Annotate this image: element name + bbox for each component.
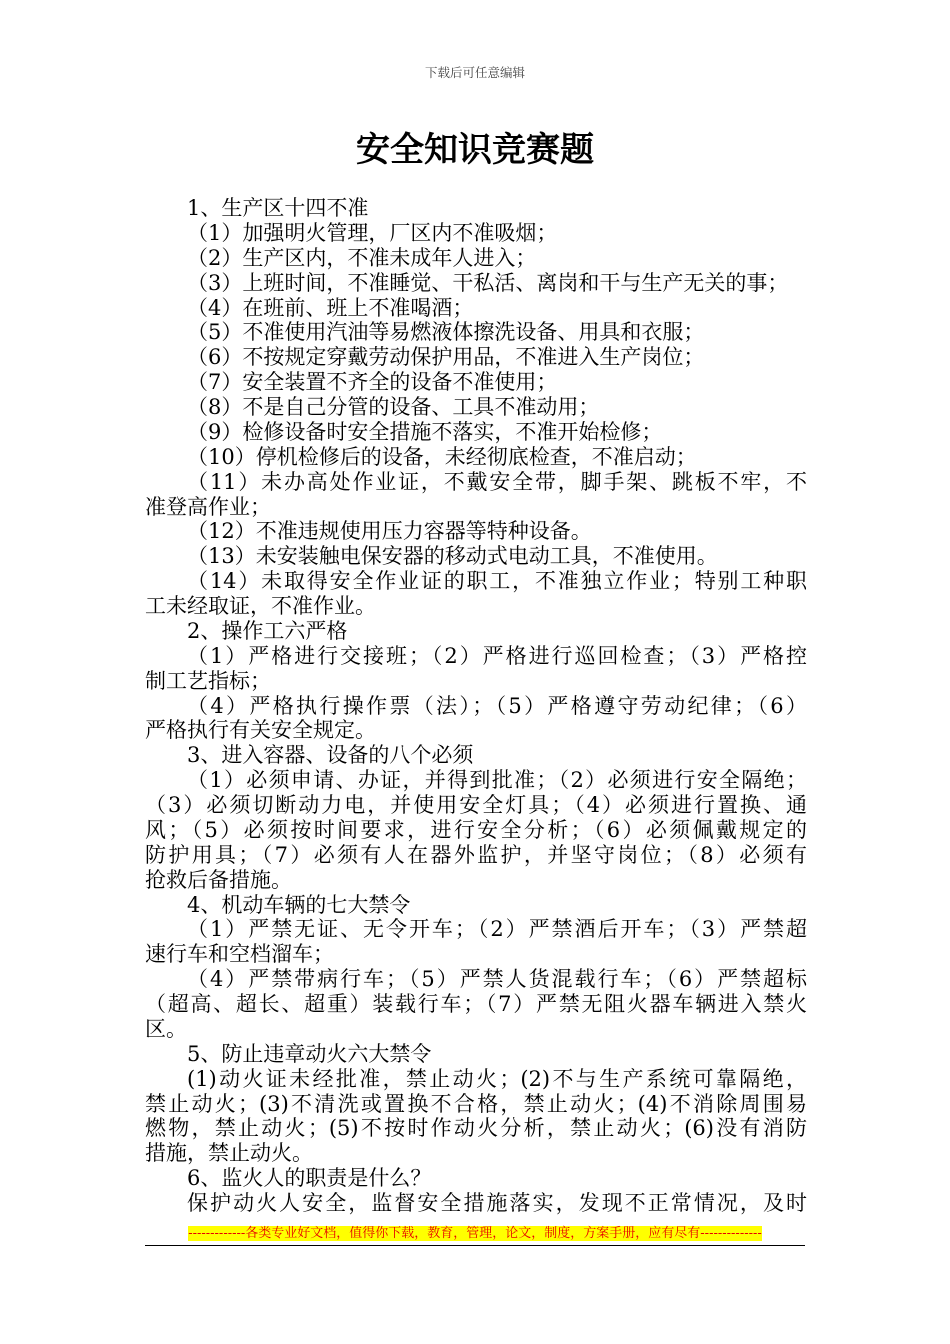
text-line: （12）不准违规使用压力容器等特种设备。 xyxy=(187,519,592,544)
section-2 xyxy=(145,619,807,743)
text-line: （8）不是自己分管的设备、工具不准动用； xyxy=(187,395,600,419)
text-line: 措施，禁止动火。 xyxy=(145,1141,313,1166)
section-5 xyxy=(145,1042,807,1166)
text-line: 防护用具；（7）必须有人在器外监护，并坚守岗位；（8）必须有 xyxy=(145,842,807,867)
section-4 xyxy=(145,893,807,1042)
text-line: 区。 xyxy=(145,1016,187,1041)
section-heading: 4、机动车辆的七大禁令 xyxy=(187,892,411,917)
section-6 xyxy=(145,1166,807,1216)
text-line: 风；（5）必须按时间要求，进行安全分析；（6）必须佩戴规定的 xyxy=(145,817,807,842)
document-title: 安全知识竞赛题 xyxy=(356,130,594,170)
text-line: （14）未取得安全作业证的职工，不准独立作业；特别工种职 xyxy=(187,569,807,594)
section-heading: 5、防止违章动火六大禁令 xyxy=(187,1041,432,1066)
section-heading: 1、生产区十四不准 xyxy=(187,196,369,220)
text-line: 严格执行有关安全规定。 xyxy=(145,718,376,743)
section-heading: 6、监火人的职责是什么？ xyxy=(187,1166,432,1191)
header-note: 下载后可任意编辑 xyxy=(424,65,525,80)
section-heading: 2、操作工六严格 xyxy=(187,618,348,643)
footer-banner xyxy=(0,1226,950,1241)
text-line: （2）生产区内，不准未成年人进入； xyxy=(187,245,537,270)
document-body xyxy=(145,196,807,1216)
text-line: （1）严禁无证、无令开车；（2）严禁酒后开车；（3）严禁超 xyxy=(187,917,807,942)
section-1 xyxy=(145,196,807,619)
text-line: （3）上班时间，不准睡觉、干私活、离岗和干与生产无关的事； xyxy=(187,270,789,295)
text-line: 制工艺指标； xyxy=(145,668,271,693)
section-heading: 3、进入容器、设备的八个必须 xyxy=(187,743,474,768)
text-line: （7）安全装置不齐全的设备不准使用； xyxy=(187,370,558,395)
text-line: 禁止动火；(3)不清洗或置换不合格，禁止动火；(4)不消除周围易 xyxy=(145,1091,807,1116)
text-line: （1）必须申请、办证，并得到批准；（2）必须进行安全隔绝； xyxy=(187,768,807,793)
text-line: （13）未安装触电保安器的移动式电动工具，不准使用。 xyxy=(187,544,718,569)
text-line: 保护动火人安全，监督安全措施落实，发现不正常情况，及时 xyxy=(187,1191,807,1215)
text-line: 速行车和空档溜车； xyxy=(145,942,334,967)
text-line: （4）在班前、班上不准喝酒； xyxy=(187,295,474,320)
text-line: 抢救后备措施。 xyxy=(145,867,292,892)
text-line: 工未经取证，不准作业。 xyxy=(145,594,376,618)
text-line: （10）停机检修后的设备，未经彻底检查，不准启动； xyxy=(187,444,697,469)
text-line: （4）严禁带病行车；（5）严禁人货混载行车；（6）严禁超标 xyxy=(187,967,807,992)
text-line: （4）严格执行操作票（法）；（5）严格遵守劳动纪律；（6） xyxy=(187,693,807,718)
text-line: （11）未办高处作业证，不戴安全带，脚手架、跳板不牢，不 xyxy=(187,469,807,494)
text-line: 燃物，禁止动火；(5)不按时作动火分析，禁止动火；(6)没有消防 xyxy=(145,1116,807,1141)
footer-banner-text: -------------各类专业好文档，值得你下载，教育，管理，论文，制度，方案手册，应有尽有-------------- xyxy=(188,1226,762,1241)
footer-divider xyxy=(145,1245,805,1246)
text-line: （1）严格进行交接班；（2）严格进行巡回检查；（3）严格控 xyxy=(187,643,807,668)
text-line: （6）不按规定穿戴劳动保护用品，不准进入生产岗位； xyxy=(187,345,705,370)
text-line: （9）检修设备时安全措施不落实，不准开始检修； xyxy=(187,419,663,444)
text-line: (1)动火证未经批准，禁止动火；(2)不与生产系统可靠隔绝， xyxy=(187,1066,807,1091)
text-line: （1）加强明火管理，厂区内不准吸烟； xyxy=(187,220,558,245)
section-3 xyxy=(145,743,807,892)
text-line: 准登高作业； xyxy=(145,494,271,519)
text-line: （超高、超长、超重）装载行车；（7）严禁无阻火器车辆进入禁火 xyxy=(145,992,807,1016)
text-line: （5）不准使用汽油等易燃液体擦洗设备、用具和衣服； xyxy=(187,320,705,345)
text-line: （3）必须切断动力电，并使用安全灯具；（4）必须进行置换、通 xyxy=(145,793,807,817)
